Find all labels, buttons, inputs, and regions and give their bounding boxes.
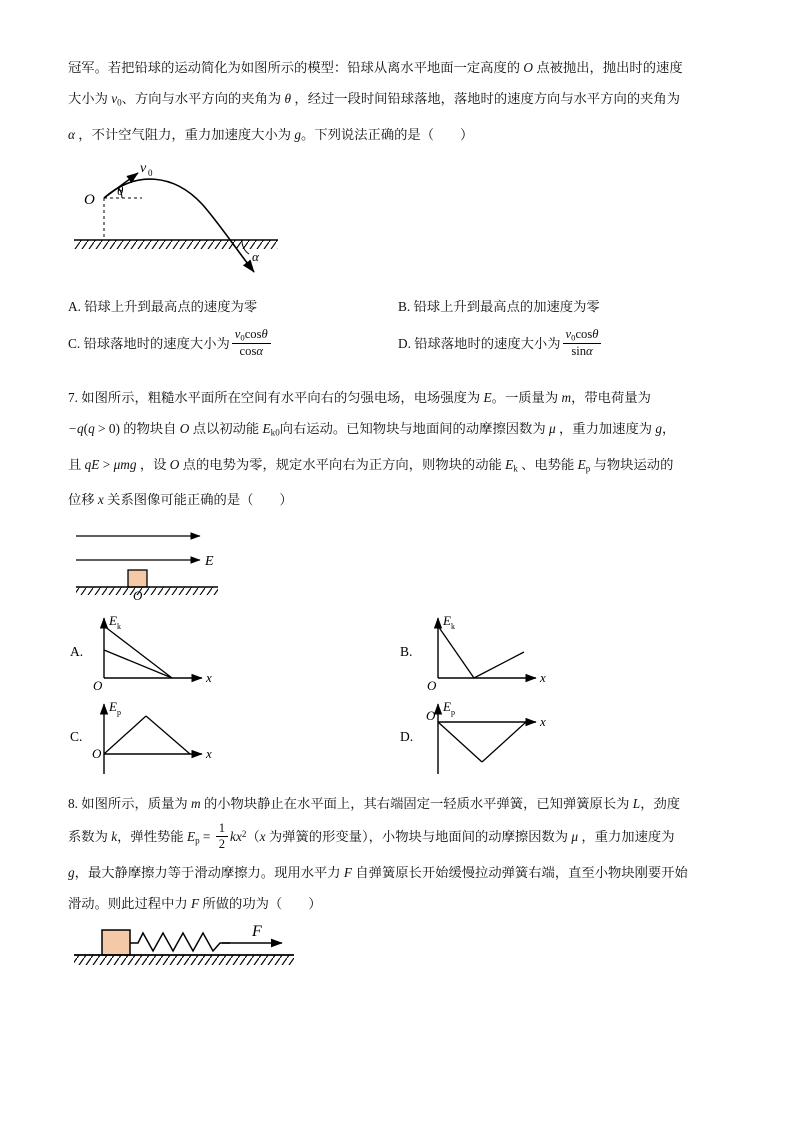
q6-option-b-marker: B. <box>398 299 411 314</box>
q6-option-b-text: 铅球上升到最高点的加速度为零 <box>413 299 600 314</box>
label-origin-o: O <box>84 192 95 208</box>
q6-stem <box>68 52 732 150</box>
q6-option-a-marker: A. <box>68 299 81 314</box>
q6-option-a[interactable] <box>68 294 257 320</box>
label-v0: v <box>140 161 147 176</box>
q6-option-c-text: 铅球落地时的速度大小为 <box>83 335 230 351</box>
q8-F-symbol: F <box>343 864 353 880</box>
q7-E-symbol: E <box>483 390 492 405</box>
origin-label: O <box>426 708 436 723</box>
x-axis-label: x <box>206 670 212 685</box>
graph-option-d-marker: D. <box>400 729 414 744</box>
q7-stem-line-1: 7. 如图所示，粗糙水平面所在空间有水平向右的匀强电场，电场强度为 E。一质量为 m，带电荷量为 <box>68 390 651 405</box>
graph-a-svg <box>90 612 240 692</box>
data-line-falling <box>438 722 482 762</box>
q7-Ek0-symbol: E <box>262 421 271 436</box>
graph-option-a-marker: A. <box>70 644 84 659</box>
q8-stem <box>68 788 732 919</box>
q6-option-d[interactable] <box>398 327 603 358</box>
q7-stem-line-2: −q(q > 0) 的物块自 O 点以初动能 $E_{k0}$向右运动。已知物块与地面间的动摩擦因数为 μ ，重力加速度为 g， <box>68 421 676 438</box>
graph-option-b-marker: B. <box>400 644 413 659</box>
q7-stem-line-3: 且 qE > μmg ，设 O 点的电势为零，规定水平向右为正方向，则物块的动能 $E_k$ 、电势能 $E_p$ 与物块运动的 <box>68 456 674 474</box>
origin-label: O <box>93 678 103 693</box>
q8-Ep-symbol: E <box>186 829 196 845</box>
y-axis-label: E <box>443 699 451 714</box>
q8-number: 8. <box>68 796 78 811</box>
field-block-svg <box>72 528 322 603</box>
graph-option-a[interactable] <box>90 612 240 692</box>
ground-hatching <box>74 955 294 965</box>
data-line-shallow <box>104 650 172 678</box>
graph-d-svg <box>424 700 574 780</box>
q6-option-d-fraction: $\frac{v_0\cos\theta}{\sin\alpha}$ <box>563 327 602 358</box>
q8-stem-line-4: 滑动。则此过程中力 F 所做的功为（ ） <box>68 895 322 911</box>
q7-m-symbol: m <box>561 390 572 405</box>
label-field-E: E <box>205 554 214 569</box>
ground-hatching <box>76 587 218 595</box>
q6-stem-line-3: α ，不计空气阻力，重力加速度大小为 g。下列说法正确的是（ ） <box>68 126 474 142</box>
q6-option-c[interactable] <box>68 327 273 358</box>
q6-alpha-symbol: α <box>68 126 75 142</box>
q7-number: 7. <box>68 390 78 405</box>
projectile-svg <box>66 162 356 286</box>
q6-stem-line-2: 大小为 $v_0$、方向与水平方向的夹角为 θ ，经过一段时间铅球落地，落地时的速度方向与水平方向的夹角为 <box>68 91 681 108</box>
y-axis-label: E <box>109 613 117 628</box>
y-axis-label-subscript: p <box>451 708 455 717</box>
graph-option-c-marker: C. <box>70 729 83 744</box>
q8-stem-line-3: g，最大静摩擦力等于滑动摩擦力。现用水平力 F 自弹簧原长开始缓慢拉动弹簧右端，直至小物块刚要开始 <box>68 864 688 880</box>
y-axis-label-subscript: k <box>451 622 455 631</box>
q8-stem-line-1: 8. 如图所示，质量为 m 的小物块静止在水平面上，其右端固定一轻质水平弹簧，已知弹簧原长为 L，劲度 <box>68 796 681 811</box>
projectile-trajectory-diagram <box>66 162 356 286</box>
graph-c-svg <box>90 700 240 780</box>
q6-stem-line1-post: 点被抛出，抛出时的速度 <box>533 60 683 75</box>
label-alpha: α <box>252 249 259 264</box>
label-origin-o: O <box>133 588 143 603</box>
q6-g-symbol: g <box>294 126 302 142</box>
data-line-decreasing <box>438 626 474 678</box>
q6-option-a-text: 铅球上升到最高点的速度为零 <box>84 299 258 314</box>
q6-stem-line1-pre: 冠军。若把铅球的运动简化为如图所示的模型：铅球从离水平地面一定高度的 <box>68 60 524 75</box>
q6-v0-symbol: v <box>111 91 118 106</box>
spring-block-diagram <box>70 918 330 980</box>
data-line-rising <box>482 722 526 762</box>
q6-option-b[interactable] <box>398 294 600 320</box>
graph-option-c[interactable] <box>90 700 240 780</box>
q6-option-c-marker: C. <box>68 335 81 351</box>
data-line-rising <box>104 716 146 754</box>
q6-theta-symbol: θ <box>284 91 292 106</box>
label-v0-subscript: 0 <box>148 168 153 178</box>
spring-coil <box>130 933 230 951</box>
q6-stem-line-1 <box>68 52 732 83</box>
x-axis-label: x <box>206 746 212 761</box>
q8-half-fraction: $\frac{1}{2}$ <box>216 821 228 852</box>
origin-label: O <box>92 746 102 761</box>
q6-point-o: O <box>523 60 534 75</box>
graph-option-d[interactable] <box>424 700 574 780</box>
label-theta: θ <box>117 183 124 198</box>
graph-b-svg <box>424 612 574 692</box>
y-axis-label: E <box>443 613 451 628</box>
graph-option-b[interactable] <box>424 612 574 692</box>
trajectory-curve <box>104 179 254 272</box>
q6-option-d-text: 铅球落地时的速度大小为 <box>414 335 561 351</box>
data-line-increasing <box>474 652 524 678</box>
q8-stem-line-2: 系数为 k，弹性势能 $E_p$ = $\frac{1}{2}$ $kx^2(x$ 为弹簧的形变量），小物块与地面间的动摩擦因数为 μ ，重力加速度为 <box>68 820 675 851</box>
q7-stem <box>68 382 732 515</box>
data-line-steep <box>104 626 172 678</box>
q7-stem-line-4: 位移 x 关系图像可能正确的是（ ） <box>68 492 293 508</box>
y-axis-label: E <box>109 699 117 714</box>
y-axis-label-subscript: p <box>117 708 121 717</box>
ground-hatching <box>74 240 278 249</box>
x-axis-label: x <box>540 714 546 729</box>
spring-block-svg <box>70 918 330 980</box>
charged-block <box>128 570 147 587</box>
label-force-F: F <box>252 923 262 940</box>
data-line-falling <box>146 716 190 754</box>
origin-label: O <box>427 678 437 693</box>
y-axis-label-subscript: k <box>117 622 121 631</box>
q6-option-d-marker: D. <box>398 335 411 351</box>
spring-block <box>102 930 130 955</box>
q6-option-c-fraction: $\frac{v_0\cos\theta}{\cos\alpha}$ <box>232 327 271 358</box>
uniform-field-block-diagram <box>72 528 322 603</box>
x-axis-label: x <box>540 670 546 685</box>
